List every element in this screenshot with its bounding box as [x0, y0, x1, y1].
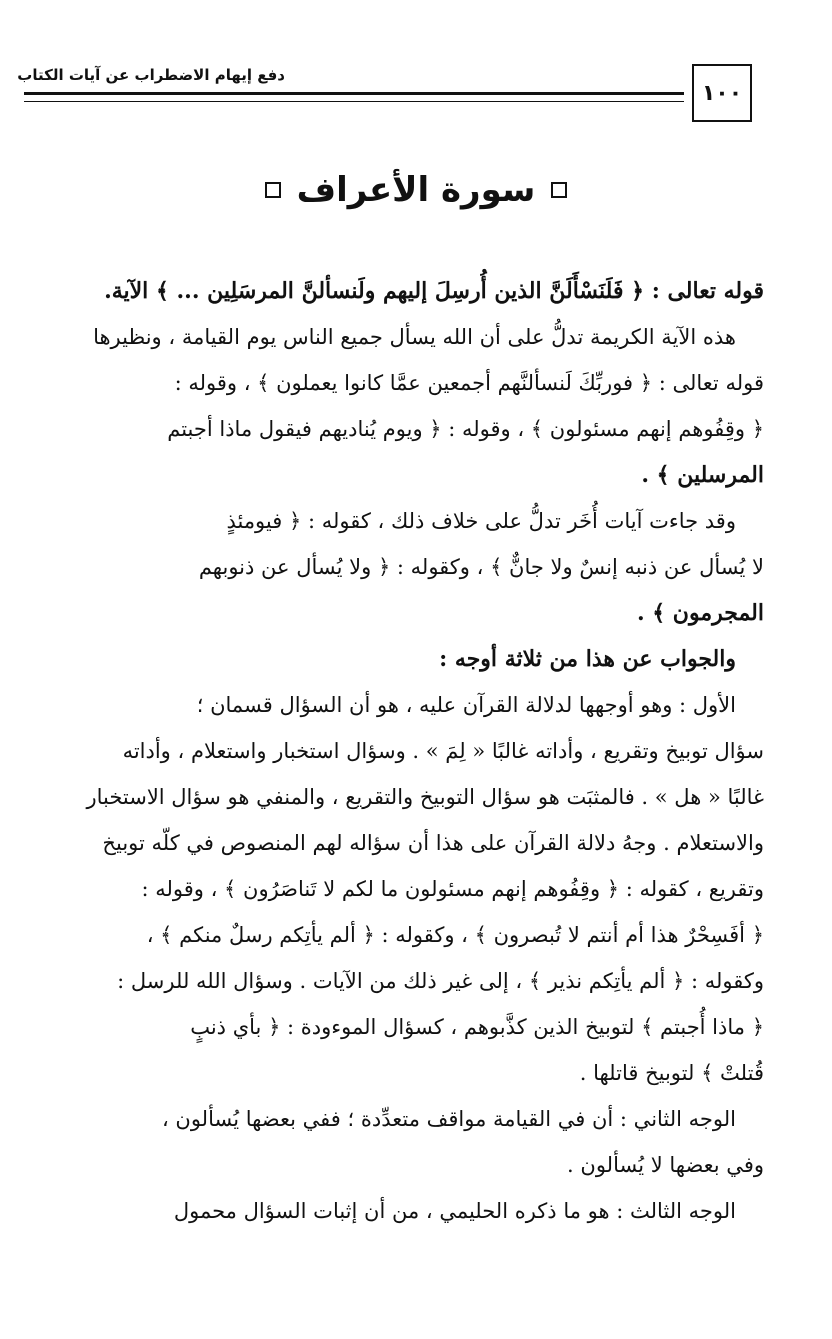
text-line: ﴿ وقِفُوهم إنهم مسئولون ﴾ ، وقوله : ﴿ ويوم يُناديهم فيقول ماذا أجبتم	[167, 417, 764, 441]
text-line: ﴿ ماذا أُجبتم ﴾ لتوبيخ الذين كذَّبوهم ، كسؤال الموءودة : ﴿ بأي ذنبٍ	[190, 1015, 764, 1039]
square-ornament-icon	[551, 182, 567, 198]
text-line: وكقوله : ﴿ ألم يأتِكم نذير ﴾ ، إلى غير ذلك من الآيات . وسؤال الله للرسل :	[117, 969, 764, 993]
text-line: وقد جاءت آيات أُخَر تدلُّ على خلاف ذلك ، كقوله : ﴿ فيومئذٍ	[226, 509, 736, 533]
text-line: الوجه الثاني : أن في القيامة مواقف متعدِّدة ؛ ففي بعضها يُسألون ،	[161, 1107, 736, 1131]
text-line: والجواب عن هذا من ثلاثة أوجه :	[439, 646, 736, 672]
page-number: ١٠٠	[692, 64, 752, 122]
text-line: المرسلين ﴾ .	[641, 462, 764, 488]
text-line: قُتلتْ ﴾ لتوبيخ قاتلها .	[579, 1061, 764, 1085]
text-line: قوله تعالى : ﴿ فَلَنَسْأَلَنَّ الذين أُرسِلَ إليهم ولَنسألنَّ المرسَلِين ... ﴾ الآية.	[104, 278, 764, 304]
text-line: لا يُسأل عن ذنبه إنسٌ ولا جانٌّ ﴾ ، وكقوله : ﴿ ولا يُسأل عن ذنوبهم	[198, 555, 764, 579]
text-line: هذه الآية الكريمة تدلُّ على أن الله يسأل جميع الناس يوم القيامة ، ونظيرها	[93, 325, 736, 349]
text-line: المجرمون ﴾ .	[636, 600, 764, 626]
text-line: الوجه الثالث : هو ما ذكره الحليمي ، من أن إثبات السؤال محمول	[173, 1199, 736, 1223]
text-line: قوله تعالى : ﴿ فوربِّكَ لَنسألنَّهم أجمعين عمَّا كانوا يعملون ﴾ ، وقوله :	[174, 371, 764, 395]
running-title: دفع إيهام الاضطراب عن آيات الكتاب	[17, 66, 285, 84]
square-ornament-icon	[265, 182, 281, 198]
text-line: ﴿ أفَسِحْرٌ هذا أم أنتم لا تُبصرون ﴾ ، وكقوله : ﴿ ألم يأتِكم رسلٌ منكم ﴾ ،	[146, 923, 764, 947]
text-line: وتقريع ، كقوله : ﴿ وقِفُوهم إنهم مسئولون ما لكم لا تَناصَرُون ﴾ ، وقوله :	[141, 877, 764, 901]
text-line: غالبًا « هل » . فالمثبَت هو سؤال التوبيخ والتقريع ، والمنفي هو سؤال الاستخبار	[86, 785, 764, 809]
surah-title: سورة الأعراف	[296, 170, 536, 210]
header-rule	[24, 92, 684, 102]
surah-heading	[0, 170, 832, 210]
text-line: الأول : وهو أوجهها لدلالة القرآن عليه ، هو أن السؤال قسمان ؛	[196, 693, 736, 717]
text-line: سؤال توبيخ وتقريع ، وأداته غالبًا « لِمَ » . وسؤال استخبار واستعلام ، وأداته	[122, 739, 764, 763]
body-text	[44, 268, 764, 1234]
text-line: وفي بعضها لا يُسألون .	[567, 1153, 764, 1177]
text-line: والاستعلام . وجهُ دلالة القرآن على هذا أن سؤاله لهم المنصوص في كلّه توبيخ	[102, 831, 764, 855]
